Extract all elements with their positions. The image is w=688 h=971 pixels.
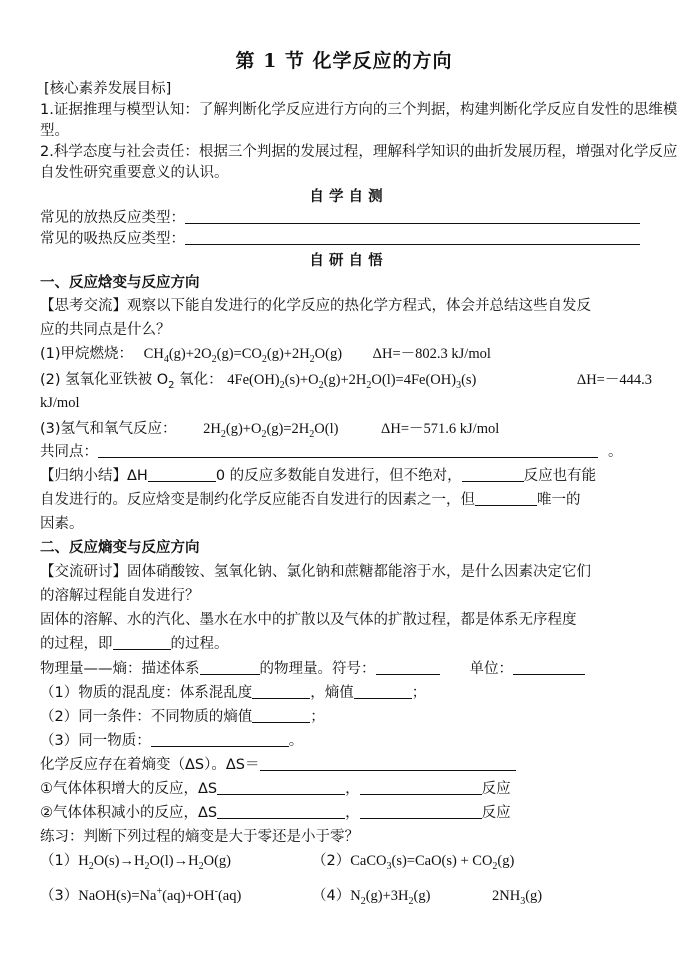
- exercise-2: （2）CaCO$_3$(s)=CaO(s) + $CO_2(g)$: [312, 853, 515, 872]
- self-test-heading: 自 学 自 测: [309, 189, 383, 205]
- summary-middle: 0 的反应多数能自发进行，但不绝对，: [215, 468, 462, 484]
- endothermic-types-label: 常见的吸热反应类型：: [40, 231, 185, 247]
- reaction-2-unit: kJ/mol: [40, 395, 80, 411]
- exercise-row-1: [40, 851, 652, 872]
- item-1-blank-b[interactable]: [354, 683, 412, 699]
- item-3-text: （3）同一物质：: [40, 733, 151, 749]
- entropy-unit-blank[interactable]: [513, 659, 585, 675]
- common-point-row: [40, 442, 652, 463]
- case-1-row: [40, 779, 652, 800]
- process-blank[interactable]: [113, 634, 171, 650]
- item-1-end: ；: [411, 685, 427, 701]
- case-1-text: ①气体体积增大的反应，ΔS: [40, 781, 218, 797]
- item-1-row: [40, 683, 652, 704]
- entropy-symbol-label: 的物理量。符号：: [259, 661, 376, 677]
- case-2-row: [40, 803, 652, 824]
- section-2-heading: 二、反应熵变与反应方向: [40, 540, 200, 556]
- goal-2-line-1: 2.科学态度与社会责任：根据三个判据的发展过程，理解科学知识的曲折发展历程，增强对化学反应: [40, 144, 678, 160]
- exothermic-types-row: [40, 208, 652, 229]
- reaction-2-label: (2) 氢氧化亚铁被 $O_2$ 氧化：: [40, 372, 223, 391]
- think-exchange-line-2: 应的共同点是什么？: [40, 322, 171, 338]
- process-2-text: 的过程，即: [40, 636, 113, 652]
- reaction-3-label: (3)氢气和氧气反应：: [40, 421, 177, 437]
- entropy-def-text: 物理量——熵：描述体系: [40, 661, 200, 677]
- common-point-blank[interactable]: [98, 442, 598, 458]
- case-2-text: ②气体体积减小的反应，ΔS: [40, 805, 218, 821]
- exothermic-types-label: 常见的放热反应类型：: [40, 210, 185, 226]
- discussion-line-2: 的溶解过程能自发进行？: [40, 588, 200, 604]
- reaction-3-row: [40, 419, 652, 440]
- item-3-end: 。: [288, 733, 304, 749]
- exercise-heading: 练习：判断下列过程的熵变是大于零还是小于零？: [40, 829, 359, 845]
- page-title: 第 1 节 化学反应的方向: [235, 50, 453, 72]
- entropy-change-text: 化学反应存在着熵变（ΔS）。ΔS＝: [40, 757, 260, 773]
- case-2-end: 反应: [481, 805, 511, 821]
- reaction-2-equation: $4Fe(OH)_2(s)+O_2(g)+2H_2O(l)=4Fe(OH)_3(s)$: [227, 372, 477, 391]
- exothermic-types-blank[interactable]: [185, 208, 640, 224]
- item-1-blank-a[interactable]: [252, 683, 310, 699]
- reaction-1-row: [40, 344, 652, 365]
- item-2-end: ；: [310, 709, 325, 725]
- summary-prefix: 【归纳小结】ΔH: [40, 468, 148, 484]
- entropy-change-blank[interactable]: [260, 755, 516, 771]
- endothermic-types-blank[interactable]: [185, 229, 640, 245]
- summary-blank-type[interactable]: [462, 466, 524, 482]
- process-line-2: [40, 634, 652, 655]
- case-2-blank-b[interactable]: [360, 803, 482, 819]
- common-point-label: 共同点：: [40, 444, 98, 460]
- exercise-4-product: $2NH_3(g)$: [492, 888, 543, 907]
- summary-line-2: [40, 490, 652, 511]
- common-point-end: 。: [608, 444, 623, 460]
- goal-1-line-2: 型。: [40, 123, 69, 139]
- item-2-text: （2）同一条件：不同物质的熵值: [40, 709, 253, 725]
- item-2-row: [40, 707, 652, 728]
- case-1-blank-a[interactable]: [217, 779, 345, 795]
- item-1-text: （1）物质的混乱度：体系混乱度: [40, 685, 253, 701]
- summary-end: 反应也有能: [523, 468, 597, 484]
- entropy-describe-blank[interactable]: [200, 659, 260, 675]
- process-2-end: 的过程。: [170, 636, 229, 652]
- summary-line-1: [40, 466, 652, 487]
- item-1-mid: ，熵值: [310, 685, 354, 701]
- goal-2-line-2: 自发性研究重要意义的认识。: [40, 165, 229, 181]
- summary-line-3: 因素。: [40, 516, 84, 532]
- reaction-1-enthalpy: ΔH=－802.3 kJ/mol: [372, 346, 491, 362]
- item-3-row: [40, 731, 652, 752]
- summary-2-end: 唯一的: [537, 492, 581, 508]
- reaction-2-enthalpy: ΔH=－444.3: [576, 372, 652, 388]
- goals-header: [核心素养发展目标]: [44, 81, 172, 97]
- endothermic-types-row: [40, 229, 652, 250]
- entropy-change-row: [40, 755, 652, 776]
- case-1-end: 反应: [481, 781, 511, 797]
- section-1-heading: 一、反应焓变与反应方向: [40, 275, 200, 291]
- think-exchange-line-1: 【思考交流】观察以下能自发进行的化学反应的热化学方程式，体会并总结这些自发反: [40, 298, 591, 314]
- exercise-row-2: [40, 886, 652, 907]
- reaction-1-equation: $CH_4(g)+2O_2(g)=CO_2(g)+2H_2O(g)$: [143, 346, 343, 365]
- summary-2-text: 自发进行的。反应焓变是制约化学反应能否自发进行的因素之一，但: [40, 492, 475, 508]
- reaction-1-label: (1)甲烷燃烧：: [40, 346, 134, 362]
- self-study-heading: 自 研 自 悟: [309, 253, 383, 269]
- entropy-definition-row: [40, 659, 652, 680]
- case-2-comma: ，: [345, 805, 360, 821]
- case-2-blank-a[interactable]: [217, 803, 345, 819]
- reaction-3-equation: $2H_2(g)+O_2(g)=2H_2O(l)$: [203, 421, 339, 440]
- item-2-blank[interactable]: [252, 707, 310, 723]
- discussion-line-1: 【交流研讨】固体硝酸铵、氢氧化钠、氯化钠和蔗糖都能溶于水，是什么因素决定它们: [40, 564, 591, 580]
- process-line-1: 固体的溶解、水的汽化、墨水在水中的扩散以及气体的扩散过程，都是体系无序程度: [40, 612, 577, 628]
- summary-blank-sign[interactable]: [148, 466, 216, 482]
- reaction-3-enthalpy: ΔH=－571.6 kJ/mol: [381, 421, 500, 437]
- case-1-blank-b[interactable]: [360, 779, 482, 795]
- item-3-blank[interactable]: [151, 731, 289, 747]
- exercise-4: $(4)N_2(g)+3H_2(g)$: [312, 888, 431, 907]
- case-1-comma: ，: [345, 781, 360, 797]
- entropy-unit-label: 单位：: [469, 661, 513, 677]
- summary-blank-only[interactable]: [475, 490, 537, 506]
- exercise-3: （3）NaOH(s)=Na+(aq)+OH-(aq): [40, 886, 242, 904]
- goal-1-line-1: 1.证据推理与模型认知：了解判断化学反应进行方向的三个判据，构建判断化学反应自发性的思维模: [40, 102, 678, 118]
- reaction-2-row: [40, 370, 652, 391]
- entropy-symbol-blank[interactable]: [376, 659, 440, 675]
- exercise-1: $(1)H_2O(s)\to H_2O(l)\to H_2O(g)$: [40, 853, 231, 872]
